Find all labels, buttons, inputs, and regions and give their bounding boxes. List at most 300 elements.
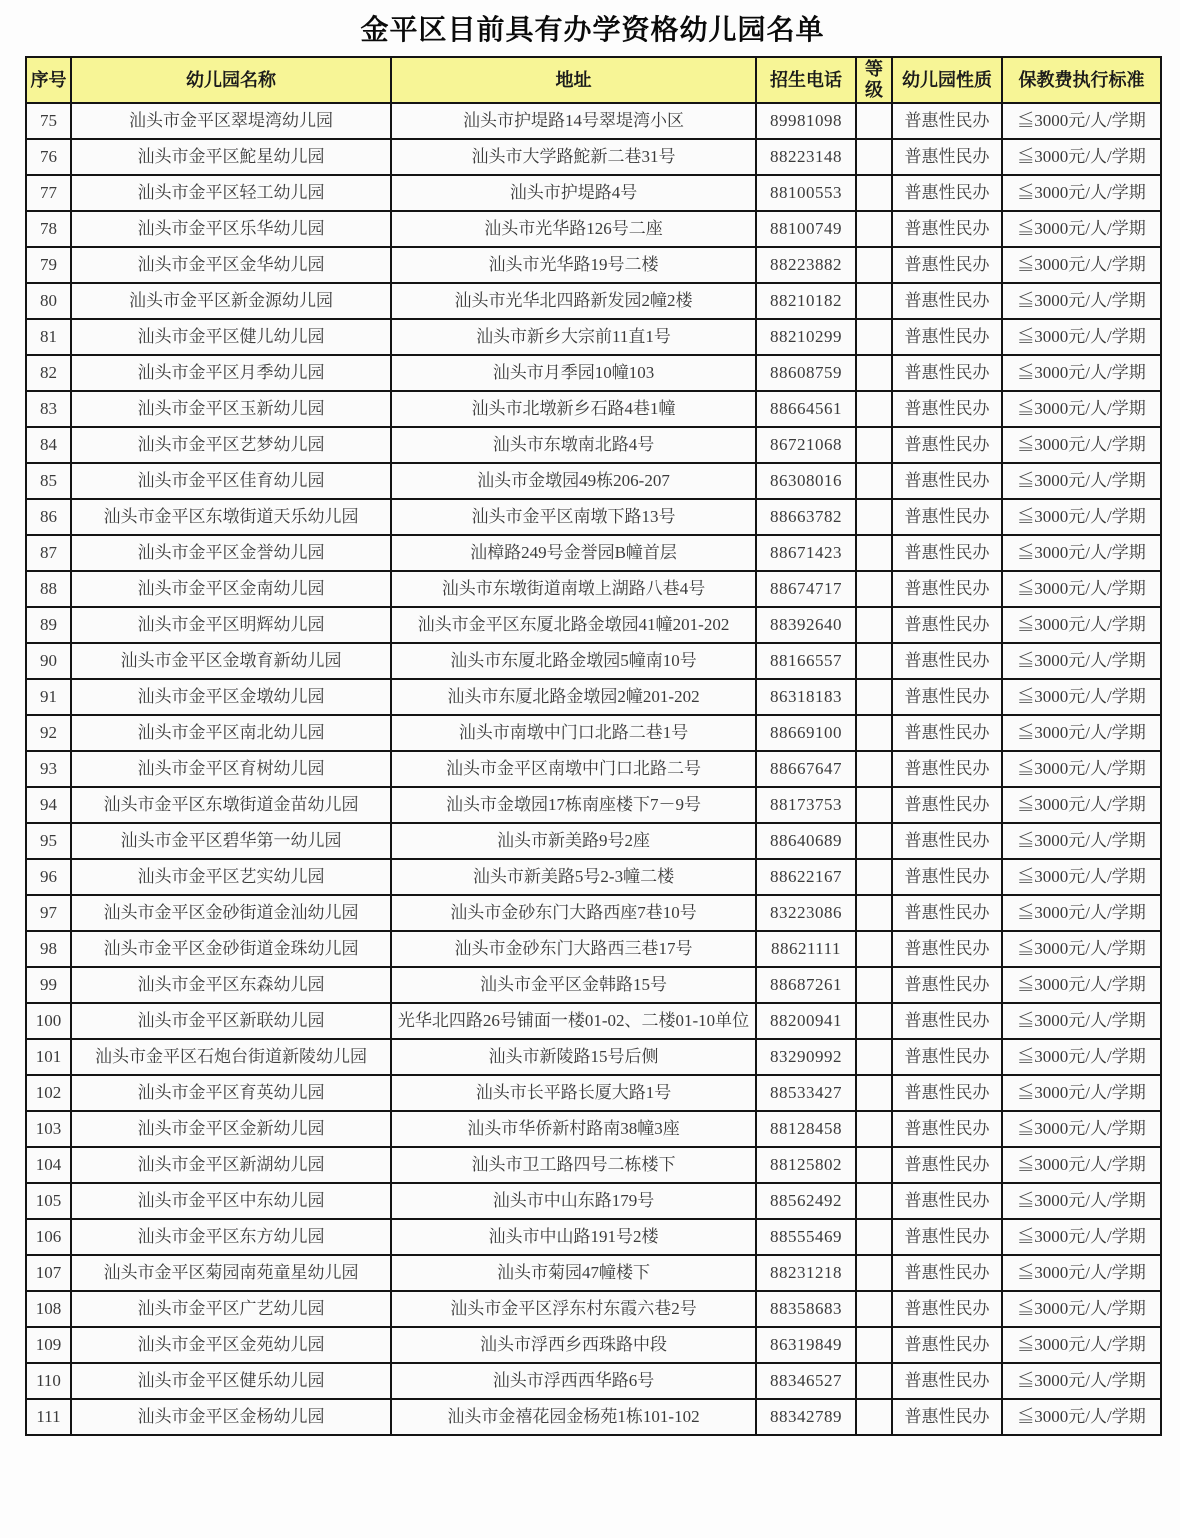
cell-address: 汕樟路249号金誉园B幢首层 <box>391 535 756 571</box>
cell-name: 汕头市金平区东墩街道天乐幼儿园 <box>71 499 391 535</box>
cell-grade <box>856 1039 892 1075</box>
cell-name: 汕头市金平区轻工幼儿园 <box>71 175 391 211</box>
cell-grade <box>856 283 892 319</box>
table-row <box>26 283 1161 319</box>
cell-name: 汕头市金平区新湖幼儿园 <box>71 1147 391 1183</box>
cell-name: 汕头市金平区健儿幼儿园 <box>71 319 391 355</box>
cell-grade <box>856 247 892 283</box>
cell-fee: ≦3000元/人/学期 <box>1002 607 1161 643</box>
cell-phone: 88622167 <box>756 859 856 895</box>
cell-address: 汕头市东厦北路金墩园5幢南10号 <box>391 643 756 679</box>
table-header-row <box>26 57 1161 103</box>
cell-phone: 88125802 <box>756 1147 856 1183</box>
cell-fee: ≦3000元/人/学期 <box>1002 1111 1161 1147</box>
table-row <box>26 1075 1161 1111</box>
cell-nature: 普惠性民办 <box>892 643 1002 679</box>
cell-name: 汕头市金平区鮀星幼儿园 <box>71 139 391 175</box>
cell-no: 103 <box>26 1111 71 1147</box>
cell-phone: 88667647 <box>756 751 856 787</box>
cell-nature: 普惠性民办 <box>892 1039 1002 1075</box>
table-row <box>26 607 1161 643</box>
table-row <box>26 895 1161 931</box>
cell-grade <box>856 1219 892 1255</box>
cell-address: 汕头市浮西西华路6号 <box>391 1363 756 1399</box>
table-row <box>26 499 1161 535</box>
cell-name: 汕头市金平区艺实幼儿园 <box>71 859 391 895</box>
cell-address: 汕头市大学路鮀新二巷31号 <box>391 139 756 175</box>
cell-name: 汕头市金平区金南幼儿园 <box>71 571 391 607</box>
table-row <box>26 1327 1161 1363</box>
cell-name: 汕头市金平区金新幼儿园 <box>71 1111 391 1147</box>
cell-address: 汕头市东厦北路金墩园2幢201-202 <box>391 679 756 715</box>
cell-nature: 普惠性民办 <box>892 931 1002 967</box>
cell-no: 75 <box>26 103 71 139</box>
header-nature: 幼儿园性质 <box>892 57 1002 103</box>
cell-nature: 普惠性民办 <box>892 607 1002 643</box>
header-address: 地址 <box>391 57 756 103</box>
cell-grade <box>856 211 892 247</box>
cell-name: 汕头市金平区金苑幼儿园 <box>71 1327 391 1363</box>
cell-no: 94 <box>26 787 71 823</box>
cell-phone: 89981098 <box>756 103 856 139</box>
cell-address: 汕头市金禧花园金杨苑1栋101-102 <box>391 1399 756 1435</box>
cell-name: 汕头市金平区金誉幼儿园 <box>71 535 391 571</box>
cell-address: 汕头市金平区南墩下路13号 <box>391 499 756 535</box>
cell-grade <box>856 1183 892 1219</box>
cell-nature: 普惠性民办 <box>892 1327 1002 1363</box>
kindergarten-table <box>25 56 1162 1436</box>
table-row <box>26 1363 1161 1399</box>
cell-address: 汕头市南墩中门口北路二巷1号 <box>391 715 756 751</box>
cell-name: 汕头市金平区明辉幼儿园 <box>71 607 391 643</box>
cell-nature: 普惠性民办 <box>892 175 1002 211</box>
header-no: 序号 <box>26 57 71 103</box>
cell-name: 汕头市金平区中东幼儿园 <box>71 1183 391 1219</box>
cell-address: 汕头市新美路5号2-3幢二楼 <box>391 859 756 895</box>
cell-nature: 普惠性民办 <box>892 859 1002 895</box>
cell-nature: 普惠性民办 <box>892 1003 1002 1039</box>
cell-nature: 普惠性民办 <box>892 1147 1002 1183</box>
cell-name: 汕头市金平区育树幼儿园 <box>71 751 391 787</box>
cell-nature: 普惠性民办 <box>892 1075 1002 1111</box>
cell-fee: ≦3000元/人/学期 <box>1002 679 1161 715</box>
cell-no: 101 <box>26 1039 71 1075</box>
cell-fee: ≦3000元/人/学期 <box>1002 1399 1161 1435</box>
cell-address: 汕头市新乡大宗前11直1号 <box>391 319 756 355</box>
cell-grade <box>856 1363 892 1399</box>
table-row <box>26 1111 1161 1147</box>
table-row <box>26 967 1161 1003</box>
cell-no: 82 <box>26 355 71 391</box>
cell-phone: 88392640 <box>756 607 856 643</box>
cell-fee: ≦3000元/人/学期 <box>1002 319 1161 355</box>
header-phone: 招生电话 <box>756 57 856 103</box>
cell-address: 汕头市金砂东门大路西三巷17号 <box>391 931 756 967</box>
table-row <box>26 751 1161 787</box>
table-row <box>26 1147 1161 1183</box>
cell-nature: 普惠性民办 <box>892 499 1002 535</box>
cell-no: 76 <box>26 139 71 175</box>
cell-fee: ≦3000元/人/学期 <box>1002 1075 1161 1111</box>
cell-no: 111 <box>26 1399 71 1435</box>
cell-phone: 88562492 <box>756 1183 856 1219</box>
table-row <box>26 1255 1161 1291</box>
table-row <box>26 175 1161 211</box>
cell-phone: 88555469 <box>756 1219 856 1255</box>
cell-fee: ≦3000元/人/学期 <box>1002 499 1161 535</box>
cell-nature: 普惠性民办 <box>892 751 1002 787</box>
table-row <box>26 535 1161 571</box>
cell-phone: 88621111 <box>756 931 856 967</box>
cell-no: 85 <box>26 463 71 499</box>
cell-no: 89 <box>26 607 71 643</box>
cell-phone: 88346527 <box>756 1363 856 1399</box>
cell-name: 汕头市金平区东方幼儿园 <box>71 1219 391 1255</box>
cell-no: 84 <box>26 427 71 463</box>
cell-address: 汕头市新美路9号2座 <box>391 823 756 859</box>
cell-nature: 普惠性民办 <box>892 355 1002 391</box>
cell-fee: ≦3000元/人/学期 <box>1002 931 1161 967</box>
cell-fee: ≦3000元/人/学期 <box>1002 1219 1161 1255</box>
cell-nature: 普惠性民办 <box>892 463 1002 499</box>
table-row <box>26 715 1161 751</box>
cell-grade <box>856 967 892 1003</box>
cell-name: 汕头市金平区金墩育新幼儿园 <box>71 643 391 679</box>
table-row <box>26 823 1161 859</box>
cell-phone: 83290992 <box>756 1039 856 1075</box>
cell-name: 汕头市金平区南北幼儿园 <box>71 715 391 751</box>
cell-phone: 86319849 <box>756 1327 856 1363</box>
cell-fee: ≦3000元/人/学期 <box>1002 427 1161 463</box>
table-row <box>26 319 1161 355</box>
cell-grade <box>856 319 892 355</box>
cell-fee: ≦3000元/人/学期 <box>1002 751 1161 787</box>
cell-fee: ≦3000元/人/学期 <box>1002 535 1161 571</box>
cell-no: 100 <box>26 1003 71 1039</box>
cell-no: 105 <box>26 1183 71 1219</box>
cell-nature: 普惠性民办 <box>892 823 1002 859</box>
table-row <box>26 103 1161 139</box>
cell-phone: 86721068 <box>756 427 856 463</box>
table-row <box>26 859 1161 895</box>
cell-address: 汕头市护堤路4号 <box>391 175 756 211</box>
table-body <box>26 103 1161 1435</box>
cell-fee: ≦3000元/人/学期 <box>1002 1183 1161 1219</box>
cell-phone: 88533427 <box>756 1075 856 1111</box>
table-row <box>26 427 1161 463</box>
cell-grade <box>856 1327 892 1363</box>
cell-phone: 86318183 <box>756 679 856 715</box>
cell-nature: 普惠性民办 <box>892 247 1002 283</box>
cell-fee: ≦3000元/人/学期 <box>1002 1147 1161 1183</box>
cell-address: 汕头市长平路长厦大路1号 <box>391 1075 756 1111</box>
cell-phone: 88687261 <box>756 967 856 1003</box>
cell-no: 86 <box>26 499 71 535</box>
cell-nature: 普惠性民办 <box>892 1219 1002 1255</box>
cell-grade <box>856 1147 892 1183</box>
cell-no: 108 <box>26 1291 71 1327</box>
header-grade: 等级 <box>856 57 892 103</box>
cell-address: 汕头市新陵路15号后侧 <box>391 1039 756 1075</box>
cell-fee: ≦3000元/人/学期 <box>1002 175 1161 211</box>
cell-name: 汕头市金平区菊园南苑童星幼儿园 <box>71 1255 391 1291</box>
cell-grade <box>856 895 892 931</box>
cell-fee: ≦3000元/人/学期 <box>1002 1327 1161 1363</box>
cell-address: 汕头市光华北四路新发园2幢2楼 <box>391 283 756 319</box>
cell-no: 99 <box>26 967 71 1003</box>
cell-fee: ≦3000元/人/学期 <box>1002 355 1161 391</box>
cell-nature: 普惠性民办 <box>892 283 1002 319</box>
cell-grade <box>856 1291 892 1327</box>
cell-nature: 普惠性民办 <box>892 211 1002 247</box>
cell-grade <box>856 823 892 859</box>
cell-fee: ≦3000元/人/学期 <box>1002 1291 1161 1327</box>
cell-fee: ≦3000元/人/学期 <box>1002 1363 1161 1399</box>
cell-phone: 88358683 <box>756 1291 856 1327</box>
cell-grade <box>856 1111 892 1147</box>
cell-no: 93 <box>26 751 71 787</box>
cell-no: 95 <box>26 823 71 859</box>
page-title: 金平区目前具有办学资格幼儿园名单 <box>360 14 825 45</box>
cell-fee: ≦3000元/人/学期 <box>1002 247 1161 283</box>
table-row <box>26 1291 1161 1327</box>
cell-fee: ≦3000元/人/学期 <box>1002 967 1161 1003</box>
table-row <box>26 247 1161 283</box>
cell-name: 汕头市金平区金墩幼儿园 <box>71 679 391 715</box>
cell-name: 汕头市金平区金砂街道金珠幼儿园 <box>71 931 391 967</box>
cell-nature: 普惠性民办 <box>892 1291 1002 1327</box>
cell-phone: 88100749 <box>756 211 856 247</box>
cell-nature: 普惠性民办 <box>892 535 1002 571</box>
cell-nature: 普惠性民办 <box>892 1183 1002 1219</box>
table-row <box>26 931 1161 967</box>
cell-address: 光华北四路26号铺面一楼01-02、二楼01-10单位 <box>391 1003 756 1039</box>
cell-fee: ≦3000元/人/学期 <box>1002 283 1161 319</box>
cell-fee: ≦3000元/人/学期 <box>1002 643 1161 679</box>
cell-grade <box>856 499 892 535</box>
cell-address: 汕头市月季园10幢103 <box>391 355 756 391</box>
cell-grade <box>856 103 892 139</box>
cell-grade <box>856 751 892 787</box>
table-row <box>26 463 1161 499</box>
cell-fee: ≦3000元/人/学期 <box>1002 895 1161 931</box>
cell-name: 汕头市金平区石炮台街道新陵幼儿园 <box>71 1039 391 1075</box>
cell-phone: 88100553 <box>756 175 856 211</box>
cell-grade <box>856 679 892 715</box>
cell-address: 汕头市金墩园17栋南座楼下7－9号 <box>391 787 756 823</box>
cell-no: 92 <box>26 715 71 751</box>
cell-nature: 普惠性民办 <box>892 895 1002 931</box>
cell-grade <box>856 1075 892 1111</box>
cell-grade <box>856 427 892 463</box>
cell-address: 汕头市护堤路14号翠堤湾小区 <box>391 103 756 139</box>
cell-phone: 88210299 <box>756 319 856 355</box>
cell-phone: 88669100 <box>756 715 856 751</box>
cell-name: 汕头市金平区金砂街道金汕幼儿园 <box>71 895 391 931</box>
cell-fee: ≦3000元/人/学期 <box>1002 1039 1161 1075</box>
cell-no: 87 <box>26 535 71 571</box>
cell-fee: ≦3000元/人/学期 <box>1002 823 1161 859</box>
cell-no: 106 <box>26 1219 71 1255</box>
table-row <box>26 571 1161 607</box>
cell-phone: 86308016 <box>756 463 856 499</box>
table-row <box>26 391 1161 427</box>
cell-name: 汕头市金平区乐华幼儿园 <box>71 211 391 247</box>
table-row <box>26 643 1161 679</box>
cell-nature: 普惠性民办 <box>892 967 1002 1003</box>
cell-address: 汕头市菊园47幢楼下 <box>391 1255 756 1291</box>
cell-no: 78 <box>26 211 71 247</box>
cell-phone: 88664561 <box>756 391 856 427</box>
cell-grade <box>856 1003 892 1039</box>
cell-address: 汕头市金墩园49栋206-207 <box>391 463 756 499</box>
cell-no: 91 <box>26 679 71 715</box>
cell-grade <box>856 1255 892 1291</box>
cell-address: 汕头市光华路19号二楼 <box>391 247 756 283</box>
cell-name: 汕头市金平区金华幼儿园 <box>71 247 391 283</box>
cell-address: 汕头市华侨新村路南38幢3座 <box>391 1111 756 1147</box>
cell-name: 汕头市金平区广艺幼儿园 <box>71 1291 391 1327</box>
cell-fee: ≦3000元/人/学期 <box>1002 715 1161 751</box>
header-name: 幼儿园名称 <box>71 57 391 103</box>
cell-no: 107 <box>26 1255 71 1291</box>
cell-address: 汕头市光华路126号二座 <box>391 211 756 247</box>
cell-phone: 88166557 <box>756 643 856 679</box>
cell-phone: 88342789 <box>756 1399 856 1435</box>
table-row <box>26 355 1161 391</box>
cell-phone: 88231218 <box>756 1255 856 1291</box>
table-header <box>26 57 1161 103</box>
cell-no: 80 <box>26 283 71 319</box>
cell-no: 96 <box>26 859 71 895</box>
cell-nature: 普惠性民办 <box>892 427 1002 463</box>
table-row <box>26 1399 1161 1435</box>
cell-grade <box>856 1399 892 1435</box>
cell-fee: ≦3000元/人/学期 <box>1002 1003 1161 1039</box>
cell-name: 汕头市金平区健乐幼儿园 <box>71 1363 391 1399</box>
cell-phone: 88608759 <box>756 355 856 391</box>
cell-name: 汕头市金平区玉新幼儿园 <box>71 391 391 427</box>
table-row <box>26 1039 1161 1075</box>
cell-grade <box>856 463 892 499</box>
cell-nature: 普惠性民办 <box>892 1111 1002 1147</box>
cell-no: 110 <box>26 1363 71 1399</box>
cell-address: 汕头市东墩南北路4号 <box>391 427 756 463</box>
cell-nature: 普惠性民办 <box>892 1399 1002 1435</box>
cell-no: 83 <box>26 391 71 427</box>
cell-nature: 普惠性民办 <box>892 139 1002 175</box>
table-row <box>26 787 1161 823</box>
cell-phone: 88210182 <box>756 283 856 319</box>
cell-name: 汕头市金平区东森幼儿园 <box>71 967 391 1003</box>
table-row <box>26 1219 1161 1255</box>
cell-grade <box>856 355 892 391</box>
cell-fee: ≦3000元/人/学期 <box>1002 1255 1161 1291</box>
cell-phone: 88671423 <box>756 535 856 571</box>
cell-phone: 88173753 <box>756 787 856 823</box>
cell-address: 汕头市浮西乡西珠路中段 <box>391 1327 756 1363</box>
cell-no: 79 <box>26 247 71 283</box>
cell-address: 汕头市金平区浮东村东霞六巷2号 <box>391 1291 756 1327</box>
cell-phone: 88200941 <box>756 1003 856 1039</box>
cell-no: 104 <box>26 1147 71 1183</box>
cell-no: 109 <box>26 1327 71 1363</box>
cell-grade <box>856 175 892 211</box>
cell-address: 汕头市中山东路179号 <box>391 1183 756 1219</box>
cell-no: 77 <box>26 175 71 211</box>
cell-fee: ≦3000元/人/学期 <box>1002 787 1161 823</box>
cell-phone: 88674717 <box>756 571 856 607</box>
cell-phone: 88223148 <box>756 139 856 175</box>
cell-fee: ≦3000元/人/学期 <box>1002 103 1161 139</box>
cell-address: 汕头市金平区南墩中门口北路二号 <box>391 751 756 787</box>
cell-name: 汕头市金平区东墩街道金苗幼儿园 <box>71 787 391 823</box>
cell-no: 97 <box>26 895 71 931</box>
cell-fee: ≦3000元/人/学期 <box>1002 571 1161 607</box>
table-row <box>26 679 1161 715</box>
cell-name: 汕头市金平区育英幼儿园 <box>71 1075 391 1111</box>
table-row <box>26 1183 1161 1219</box>
cell-fee: ≦3000元/人/学期 <box>1002 139 1161 175</box>
cell-address: 汕头市金砂东门大路西座7巷10号 <box>391 895 756 931</box>
cell-phone: 88663782 <box>756 499 856 535</box>
header-fee: 保教费执行标准 <box>1002 57 1161 103</box>
cell-nature: 普惠性民办 <box>892 787 1002 823</box>
cell-nature: 普惠性民办 <box>892 1363 1002 1399</box>
cell-address: 汕头市北墩新乡石路4巷1幢 <box>391 391 756 427</box>
cell-nature: 普惠性民办 <box>892 103 1002 139</box>
cell-address: 汕头市卫工路四号二栋楼下 <box>391 1147 756 1183</box>
cell-phone: 83223086 <box>756 895 856 931</box>
cell-name: 汕头市金平区新联幼儿园 <box>71 1003 391 1039</box>
cell-name: 汕头市金平区佳育幼儿园 <box>71 463 391 499</box>
cell-name: 汕头市金平区翠堤湾幼儿园 <box>71 103 391 139</box>
cell-name: 汕头市金平区金杨幼儿园 <box>71 1399 391 1435</box>
cell-grade <box>856 607 892 643</box>
cell-nature: 普惠性民办 <box>892 571 1002 607</box>
cell-nature: 普惠性民办 <box>892 679 1002 715</box>
cell-fee: ≦3000元/人/学期 <box>1002 463 1161 499</box>
cell-no: 88 <box>26 571 71 607</box>
cell-grade <box>856 931 892 967</box>
table-row <box>26 139 1161 175</box>
cell-no: 81 <box>26 319 71 355</box>
cell-grade <box>856 787 892 823</box>
cell-name: 汕头市金平区艺梦幼儿园 <box>71 427 391 463</box>
cell-grade <box>856 535 892 571</box>
cell-fee: ≦3000元/人/学期 <box>1002 859 1161 895</box>
cell-no: 98 <box>26 931 71 967</box>
cell-nature: 普惠性民办 <box>892 319 1002 355</box>
cell-fee: ≦3000元/人/学期 <box>1002 391 1161 427</box>
cell-phone: 88223882 <box>756 247 856 283</box>
cell-nature: 普惠性民办 <box>892 715 1002 751</box>
cell-grade <box>856 139 892 175</box>
cell-grade <box>856 859 892 895</box>
cell-phone: 88640689 <box>756 823 856 859</box>
cell-name: 汕头市金平区月季幼儿园 <box>71 355 391 391</box>
cell-name: 汕头市金平区碧华第一幼儿园 <box>71 823 391 859</box>
cell-nature: 普惠性民办 <box>892 1255 1002 1291</box>
cell-fee: ≦3000元/人/学期 <box>1002 211 1161 247</box>
cell-address: 汕头市东墩街道南墩上湖路八巷4号 <box>391 571 756 607</box>
cell-phone: 88128458 <box>756 1111 856 1147</box>
cell-nature: 普惠性民办 <box>892 391 1002 427</box>
cell-grade <box>856 643 892 679</box>
table-row <box>26 211 1161 247</box>
cell-address: 汕头市金平区东厦北路金墩园41幢201-202 <box>391 607 756 643</box>
cell-grade <box>856 571 892 607</box>
